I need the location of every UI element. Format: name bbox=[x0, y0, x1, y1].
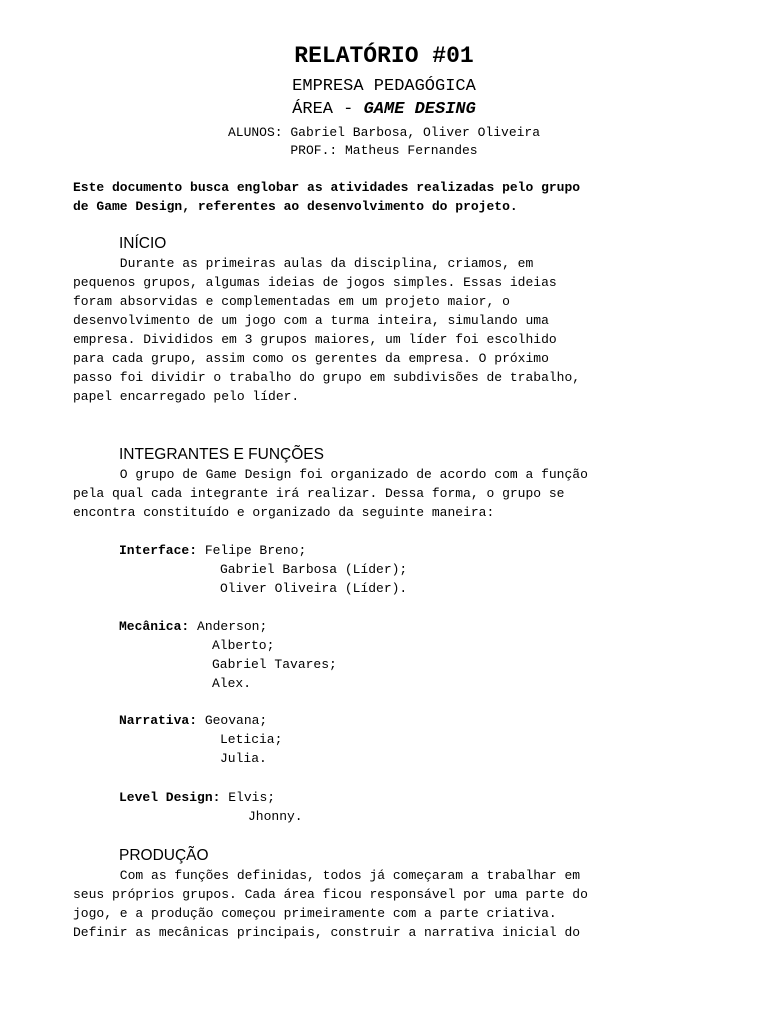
paragraph-line: seus próprios grupos. Cada área ficou responsável por uma parte do bbox=[73, 887, 588, 902]
paragraph-line: desenvolvimento de um jogo com a turma inteira, simulando uma bbox=[73, 313, 549, 328]
section-heading-inicio: INÍCIO bbox=[119, 235, 167, 252]
team-interface bbox=[119, 541, 407, 598]
paragraph-line: pela qual cada integrante irá realizar. Dessa forma, o grupo se bbox=[73, 486, 565, 501]
paragraph-line: encontra constituído e organizado da seguinte maneira: bbox=[73, 505, 495, 520]
paragraph-line: passo foi dividir o trabalho do grupo em subdivisões de trabalho, bbox=[73, 370, 581, 385]
students-line: ALUNOS: Gabriel Barbosa, Oliver Oliveira bbox=[227, 125, 541, 140]
section-body-producao bbox=[73, 866, 713, 942]
team-mecanica bbox=[119, 617, 337, 693]
team-member: Alex. bbox=[212, 676, 252, 691]
area-prefix: ÁREA - bbox=[292, 100, 364, 119]
team-role-label: Interface: bbox=[119, 543, 198, 558]
team-member: Felipe Breno; bbox=[204, 543, 307, 558]
team-member: Oliver Oliveira (Líder). bbox=[220, 581, 408, 596]
team-member: Jhonny. bbox=[248, 809, 303, 824]
section-heading-producao: PRODUÇÃO bbox=[119, 847, 209, 864]
paragraph-line: para cada grupo, assim como os gerentes da empresa. O próximo bbox=[73, 351, 549, 366]
team-member: Gabriel Barbosa (Líder); bbox=[220, 562, 408, 577]
document-title: RELATÓRIO #01 bbox=[294, 43, 474, 69]
intro-line: Este documento busca englobar as atividades realizadas pelo grupo bbox=[73, 180, 581, 195]
team-member: Gabriel Tavares; bbox=[212, 657, 337, 672]
section-heading-integrantes: INTEGRANTES E FUNÇÕES bbox=[119, 446, 324, 463]
paragraph-line: pequenos grupos, algumas ideias de jogos simples. Essas ideias bbox=[73, 275, 557, 290]
team-level-design bbox=[119, 788, 303, 826]
intro-line: de Game Design, referentes ao desenvolvimento do projeto. bbox=[73, 199, 518, 214]
team-role-label: Mecânica: bbox=[119, 619, 190, 634]
company-subtitle: EMPRESA PEDAGÓGICA bbox=[292, 77, 476, 96]
team-member: Geovana; bbox=[204, 713, 268, 728]
team-member: Anderson; bbox=[197, 619, 268, 634]
team-member: Alberto; bbox=[212, 638, 275, 653]
paragraph-line: empresa. Divididos em 3 grupos maiores, um líder foi escolhido bbox=[73, 332, 557, 347]
section-body-inicio bbox=[73, 254, 713, 406]
team-role-label: Narrativa: bbox=[119, 713, 198, 728]
team-member: Julia. bbox=[220, 751, 267, 766]
paragraph-line: Durante as primeiras aulas da disciplina, criamos, em bbox=[73, 256, 534, 271]
paragraph-line: jogo, e a produção começou primeiramente com a parte criativa. bbox=[73, 906, 557, 921]
paragraph-line: Com as funções definidas, todos já começaram a trabalhar em bbox=[73, 868, 581, 883]
team-member: Elvis; bbox=[228, 790, 276, 805]
team-member: Leticia; bbox=[220, 732, 283, 747]
intro-paragraph bbox=[73, 178, 693, 216]
area-subtitle bbox=[0, 99, 768, 121]
paragraph-line: papel encarregado pelo líder. bbox=[73, 389, 300, 404]
area-name: GAME DESING bbox=[363, 100, 476, 119]
team-role-label: Level Design: bbox=[119, 790, 221, 805]
paragraph-line: O grupo de Game Design foi organizado de acordo com a função bbox=[73, 467, 588, 482]
professor-line: PROF.: Matheus Fernandes bbox=[290, 143, 478, 158]
paragraph-line: foram absorvidas e complementadas em um projeto maior, o bbox=[73, 294, 510, 309]
section-body-integrantes bbox=[73, 465, 713, 522]
paragraph-line: Definir as mecânicas principais, construir a narrativa inicial do bbox=[73, 925, 581, 940]
team-narrativa bbox=[119, 711, 282, 768]
